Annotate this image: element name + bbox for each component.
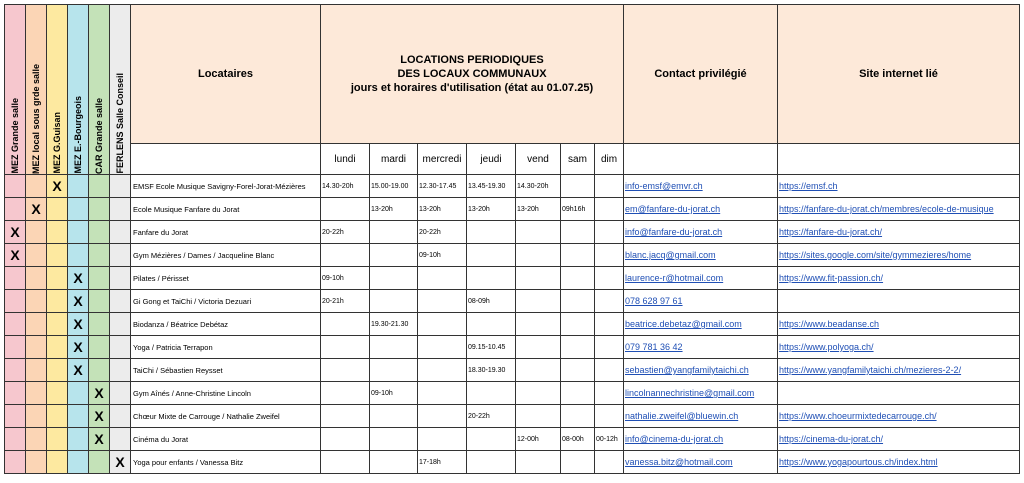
tenant-name: Gym Aînés / Anne-Christine Lincoln bbox=[131, 382, 321, 405]
contact-link[interactable]: info@fanfare-du-jorat.ch bbox=[624, 221, 778, 244]
time-slot bbox=[321, 405, 370, 428]
time-slot bbox=[321, 359, 370, 382]
venue-cell bbox=[110, 336, 131, 359]
venue-cell bbox=[68, 382, 89, 405]
contact-link[interactable]: 078 628 97 61 bbox=[624, 290, 778, 313]
venue-cell bbox=[5, 382, 26, 405]
time-slot bbox=[595, 267, 624, 290]
day-header: jeudi bbox=[467, 144, 516, 175]
venue-cell bbox=[47, 290, 68, 313]
time-slot: 14.30-20h bbox=[516, 175, 561, 198]
time-slot bbox=[595, 313, 624, 336]
venue-cell bbox=[26, 244, 47, 267]
venue-cell bbox=[89, 359, 110, 382]
time-slot bbox=[595, 221, 624, 244]
venue-cell bbox=[47, 405, 68, 428]
venue-cell bbox=[89, 290, 110, 313]
time-slot: 09-10h bbox=[418, 244, 467, 267]
time-slot bbox=[467, 428, 516, 451]
website-link[interactable]: https://emsf.ch bbox=[778, 175, 1020, 198]
time-slot bbox=[516, 290, 561, 313]
title-line: LOCATIONS PERIODIQUES bbox=[400, 54, 544, 66]
venue-cell bbox=[89, 244, 110, 267]
time-slot bbox=[595, 198, 624, 221]
tenant-name: Gi Gong et TaiChi / Victoria Dezuari bbox=[131, 290, 321, 313]
time-slot: 14.30-20h bbox=[321, 175, 370, 198]
day-header: mardi bbox=[370, 144, 418, 175]
time-slot: 20-22h bbox=[467, 405, 516, 428]
table-row bbox=[5, 428, 1020, 451]
venue-cell bbox=[5, 313, 26, 336]
tenant-name: Gym Mézières / Dames / Jacqueline Blanc bbox=[131, 244, 321, 267]
venue-label: MEZ G.Guisan bbox=[52, 112, 62, 174]
venue-cell bbox=[26, 267, 47, 290]
venue-cell bbox=[110, 313, 131, 336]
time-slot bbox=[321, 313, 370, 336]
time-slot bbox=[321, 244, 370, 267]
table-row bbox=[5, 244, 1020, 267]
venue-mark: X bbox=[89, 405, 110, 428]
website-link[interactable] bbox=[778, 382, 1020, 405]
venue-cell bbox=[47, 336, 68, 359]
table-body bbox=[5, 175, 1020, 474]
time-slot: 13.45-19.30 bbox=[467, 175, 516, 198]
venue-cell bbox=[5, 428, 26, 451]
table-row bbox=[5, 267, 1020, 290]
time-slot: 19.30-21.30 bbox=[370, 313, 418, 336]
venue-mark: X bbox=[26, 198, 47, 221]
venue-cell bbox=[5, 336, 26, 359]
contact-link[interactable]: info@cinema-du-jorat.ch bbox=[624, 428, 778, 451]
schedule-table bbox=[4, 4, 1020, 474]
time-slot bbox=[418, 382, 467, 405]
tenant-name: Ecole Musique Fanfare du Jorat bbox=[131, 198, 321, 221]
venue-cell bbox=[5, 267, 26, 290]
time-slot bbox=[370, 336, 418, 359]
site-header: Site internet lié bbox=[778, 5, 1020, 144]
venue-cell bbox=[68, 175, 89, 198]
venue-label: FERLENS Salle Conseil bbox=[115, 73, 125, 174]
time-slot bbox=[418, 428, 467, 451]
tenant-name: TaiChi / Sébastien Reysset bbox=[131, 359, 321, 382]
time-slot bbox=[370, 405, 418, 428]
website-link[interactable]: https://cinema-du-jorat.ch/ bbox=[778, 428, 1020, 451]
time-slot bbox=[467, 244, 516, 267]
day-header: mercredi bbox=[418, 144, 467, 175]
venue-mark: X bbox=[89, 428, 110, 451]
venue-cell bbox=[47, 451, 68, 474]
time-slot bbox=[370, 290, 418, 313]
tenant-name: Chœur Mixte de Carrouge / Nathalie Zweifel bbox=[131, 405, 321, 428]
website-link[interactable]: https://www.yogapourtous.ch/index.html bbox=[778, 451, 1020, 474]
contact-link[interactable]: sebastien@yangfamilytaichi.ch bbox=[624, 359, 778, 382]
table-row bbox=[5, 290, 1020, 313]
table-row bbox=[5, 198, 1020, 221]
venue-cell bbox=[110, 359, 131, 382]
tenant-name: Yoga pour enfants / Vanessa Bitz bbox=[131, 451, 321, 474]
tenant-name: Pilates / Périsset bbox=[131, 267, 321, 290]
time-slot bbox=[418, 405, 467, 428]
time-slot: 20-22h bbox=[418, 221, 467, 244]
venue-cell bbox=[110, 198, 131, 221]
contact-link[interactable]: em@fanfare-du-jorat.ch bbox=[624, 198, 778, 221]
tenant-name: Fanfare du Jorat bbox=[131, 221, 321, 244]
time-slot: 15.00-19.00 bbox=[370, 175, 418, 198]
venue-header bbox=[68, 5, 89, 175]
time-slot bbox=[418, 290, 467, 313]
time-slot bbox=[467, 221, 516, 244]
venue-cell bbox=[26, 428, 47, 451]
time-slot bbox=[595, 359, 624, 382]
time-slot bbox=[561, 382, 595, 405]
website-link[interactable]: https://sites.google.com/site/gymmezieres/home bbox=[778, 244, 1020, 267]
contact-link[interactable]: nathalie.zweifel@bluewin.ch bbox=[624, 405, 778, 428]
website-link[interactable]: https://fanfare-du-jorat.ch/ bbox=[778, 221, 1020, 244]
contact-subheader bbox=[624, 144, 778, 175]
venue-cell bbox=[47, 267, 68, 290]
time-slot bbox=[418, 359, 467, 382]
time-slot bbox=[595, 405, 624, 428]
venue-cell bbox=[47, 359, 68, 382]
time-slot: 09-10h bbox=[321, 267, 370, 290]
tenant-name: Yoga / Patricia Terrapon bbox=[131, 336, 321, 359]
time-slot: 12.30-17.45 bbox=[418, 175, 467, 198]
venue-cell bbox=[110, 221, 131, 244]
venue-cell bbox=[47, 198, 68, 221]
day-header: sam bbox=[561, 144, 595, 175]
website-link[interactable]: https://www.polyoga.ch/ bbox=[778, 336, 1020, 359]
table-row bbox=[5, 451, 1020, 474]
locataires-header: Locataires bbox=[131, 5, 321, 144]
time-slot bbox=[595, 451, 624, 474]
site-subheader bbox=[778, 144, 1020, 175]
time-slot: 17-18h bbox=[418, 451, 467, 474]
venue-cell bbox=[47, 382, 68, 405]
venue-cell bbox=[68, 221, 89, 244]
contact-link[interactable]: blanc.jacq@gmail.com bbox=[624, 244, 778, 267]
website-link[interactable]: https://www.yangfamilytaichi.ch/mezieres-2-2/ bbox=[778, 359, 1020, 382]
venue-cell bbox=[5, 198, 26, 221]
venue-cell bbox=[89, 313, 110, 336]
venue-cell bbox=[110, 405, 131, 428]
venue-cell bbox=[5, 290, 26, 313]
table-row bbox=[5, 175, 1020, 198]
day-header: vend bbox=[516, 144, 561, 175]
time-slot bbox=[595, 382, 624, 405]
time-slot bbox=[516, 336, 561, 359]
time-slot: 09h16h bbox=[561, 198, 595, 221]
time-slot bbox=[418, 313, 467, 336]
time-slot bbox=[418, 267, 467, 290]
venue-cell bbox=[110, 428, 131, 451]
venue-cell bbox=[26, 405, 47, 428]
venue-header bbox=[47, 5, 68, 175]
venue-cell bbox=[5, 359, 26, 382]
venue-cell bbox=[89, 221, 110, 244]
venue-mark: X bbox=[68, 267, 89, 290]
time-slot bbox=[370, 244, 418, 267]
table-row bbox=[5, 382, 1020, 405]
venue-cell bbox=[26, 221, 47, 244]
venue-label: CAR Grande salle bbox=[94, 97, 104, 174]
contact-link[interactable]: beatrice.debetaz@gmail.com bbox=[624, 313, 778, 336]
schedule-sheet bbox=[4, 4, 1019, 478]
time-slot: 18.30-19.30 bbox=[467, 359, 516, 382]
day-header: lundi bbox=[321, 144, 370, 175]
time-slot bbox=[467, 313, 516, 336]
time-slot bbox=[467, 382, 516, 405]
table-title bbox=[321, 5, 624, 144]
table-row bbox=[5, 336, 1020, 359]
venue-cell bbox=[110, 244, 131, 267]
venue-cell bbox=[26, 175, 47, 198]
time-slot: 13-20h bbox=[370, 198, 418, 221]
venue-label: MEZ local sous grde salle bbox=[31, 63, 41, 174]
venue-cell bbox=[68, 451, 89, 474]
website-link[interactable]: https://www.choeurmixtedecarrouge.ch/ bbox=[778, 405, 1020, 428]
venue-header bbox=[26, 5, 47, 175]
venue-cell bbox=[47, 428, 68, 451]
time-slot bbox=[561, 359, 595, 382]
website-link[interactable]: https://fanfare-du-jorat.ch/membres/ecole-de-musique bbox=[778, 198, 1020, 221]
venue-cell bbox=[68, 198, 89, 221]
table-row bbox=[5, 221, 1020, 244]
time-slot bbox=[516, 405, 561, 428]
venue-cell bbox=[47, 313, 68, 336]
contact-link[interactable]: 079 781 36 42 bbox=[624, 336, 778, 359]
table-row bbox=[5, 405, 1020, 428]
time-slot: 13-20h bbox=[418, 198, 467, 221]
tenant-name: Cinéma du Jorat bbox=[131, 428, 321, 451]
time-slot bbox=[595, 290, 624, 313]
time-slot bbox=[370, 359, 418, 382]
time-slot bbox=[516, 221, 561, 244]
venue-cell bbox=[110, 382, 131, 405]
venue-mark: X bbox=[89, 382, 110, 405]
venue-cell bbox=[47, 221, 68, 244]
venue-cell bbox=[26, 290, 47, 313]
venue-mark: X bbox=[68, 290, 89, 313]
time-slot bbox=[595, 336, 624, 359]
tenant-name: EMSF Ecole Musique Savigny-Forel-Jorat-Mézières bbox=[131, 175, 321, 198]
time-slot: 08-00h bbox=[561, 428, 595, 451]
venue-cell bbox=[5, 175, 26, 198]
venue-cell bbox=[89, 267, 110, 290]
venue-mark: X bbox=[5, 221, 26, 244]
time-slot bbox=[321, 451, 370, 474]
website-link[interactable]: https://www.beadanse.ch bbox=[778, 313, 1020, 336]
venue-cell bbox=[68, 428, 89, 451]
day-header: dim bbox=[595, 144, 624, 175]
contact-link[interactable]: vanessa.bitz@hotmail.com bbox=[624, 451, 778, 474]
venue-cell bbox=[89, 451, 110, 474]
time-slot bbox=[516, 313, 561, 336]
venue-mark: X bbox=[110, 451, 131, 474]
venue-cell bbox=[89, 198, 110, 221]
contact-link[interactable]: lincolnannechristine@gmail.com bbox=[624, 382, 778, 405]
venue-cell bbox=[89, 336, 110, 359]
time-slot bbox=[516, 382, 561, 405]
venue-mark: X bbox=[68, 359, 89, 382]
time-slot bbox=[467, 451, 516, 474]
venue-header bbox=[5, 5, 26, 175]
time-slot: 00-12h bbox=[595, 428, 624, 451]
venue-header bbox=[89, 5, 110, 175]
venue-cell bbox=[26, 313, 47, 336]
time-slot: 08-09h bbox=[467, 290, 516, 313]
venue-cell bbox=[5, 451, 26, 474]
venue-cell bbox=[68, 405, 89, 428]
venue-cell bbox=[68, 244, 89, 267]
venue-mark: X bbox=[68, 313, 89, 336]
venue-cell bbox=[26, 359, 47, 382]
time-slot bbox=[370, 221, 418, 244]
time-slot bbox=[370, 428, 418, 451]
venue-label: MEZ E.-Bourgeois bbox=[73, 96, 83, 174]
time-slot bbox=[516, 451, 561, 474]
time-slot bbox=[516, 267, 561, 290]
time-slot bbox=[595, 175, 624, 198]
venue-cell bbox=[26, 382, 47, 405]
venue-cell bbox=[26, 336, 47, 359]
time-slot: 12-00h bbox=[516, 428, 561, 451]
time-slot: 13-20h bbox=[516, 198, 561, 221]
venue-cell bbox=[110, 175, 131, 198]
time-slot bbox=[467, 267, 516, 290]
title-line: jours et horaires d'utilisation (état au 01.07.25) bbox=[350, 82, 594, 94]
website-link[interactable]: https://www.fit-passion.ch/ bbox=[778, 267, 1020, 290]
time-slot bbox=[561, 313, 595, 336]
title-line: DES LOCAUX COMMUNAUX bbox=[397, 68, 547, 80]
time-slot bbox=[516, 359, 561, 382]
time-slot: 09-10h bbox=[370, 382, 418, 405]
time-slot bbox=[321, 428, 370, 451]
venue-cell bbox=[110, 290, 131, 313]
time-slot bbox=[561, 451, 595, 474]
table-row bbox=[5, 359, 1020, 382]
table-row bbox=[5, 313, 1020, 336]
time-slot bbox=[595, 244, 624, 267]
venue-cell bbox=[110, 267, 131, 290]
time-slot bbox=[561, 244, 595, 267]
time-slot bbox=[321, 382, 370, 405]
contact-link[interactable]: laurence-r@hotmail.com bbox=[624, 267, 778, 290]
venue-mark: X bbox=[47, 175, 68, 198]
time-slot bbox=[561, 267, 595, 290]
time-slot bbox=[561, 290, 595, 313]
time-slot: 20-21h bbox=[321, 290, 370, 313]
time-slot: 13-20h bbox=[467, 198, 516, 221]
time-slot bbox=[561, 221, 595, 244]
time-slot bbox=[321, 336, 370, 359]
venue-cell bbox=[5, 405, 26, 428]
venue-mark: X bbox=[5, 244, 26, 267]
time-slot bbox=[561, 175, 595, 198]
time-slot bbox=[418, 336, 467, 359]
time-slot: 09.15-10.45 bbox=[467, 336, 516, 359]
time-slot bbox=[370, 267, 418, 290]
contact-header: Contact privilégié bbox=[624, 5, 778, 144]
time-slot: 20-22h bbox=[321, 221, 370, 244]
venue-mark: X bbox=[68, 336, 89, 359]
time-slot bbox=[370, 451, 418, 474]
venue-cell bbox=[47, 244, 68, 267]
time-slot bbox=[561, 336, 595, 359]
time-slot bbox=[516, 244, 561, 267]
venue-cell bbox=[89, 175, 110, 198]
venue-header bbox=[110, 5, 131, 175]
locataires-subheader bbox=[131, 144, 321, 175]
time-slot bbox=[561, 405, 595, 428]
tenant-name: Biodanza / Béatrice Debétaz bbox=[131, 313, 321, 336]
venue-cell bbox=[26, 451, 47, 474]
website-link[interactable] bbox=[778, 290, 1020, 313]
time-slot bbox=[321, 198, 370, 221]
venue-label: MEZ Grande salle bbox=[10, 98, 20, 174]
contact-link[interactable]: info-emsf@emvr.ch bbox=[624, 175, 778, 198]
